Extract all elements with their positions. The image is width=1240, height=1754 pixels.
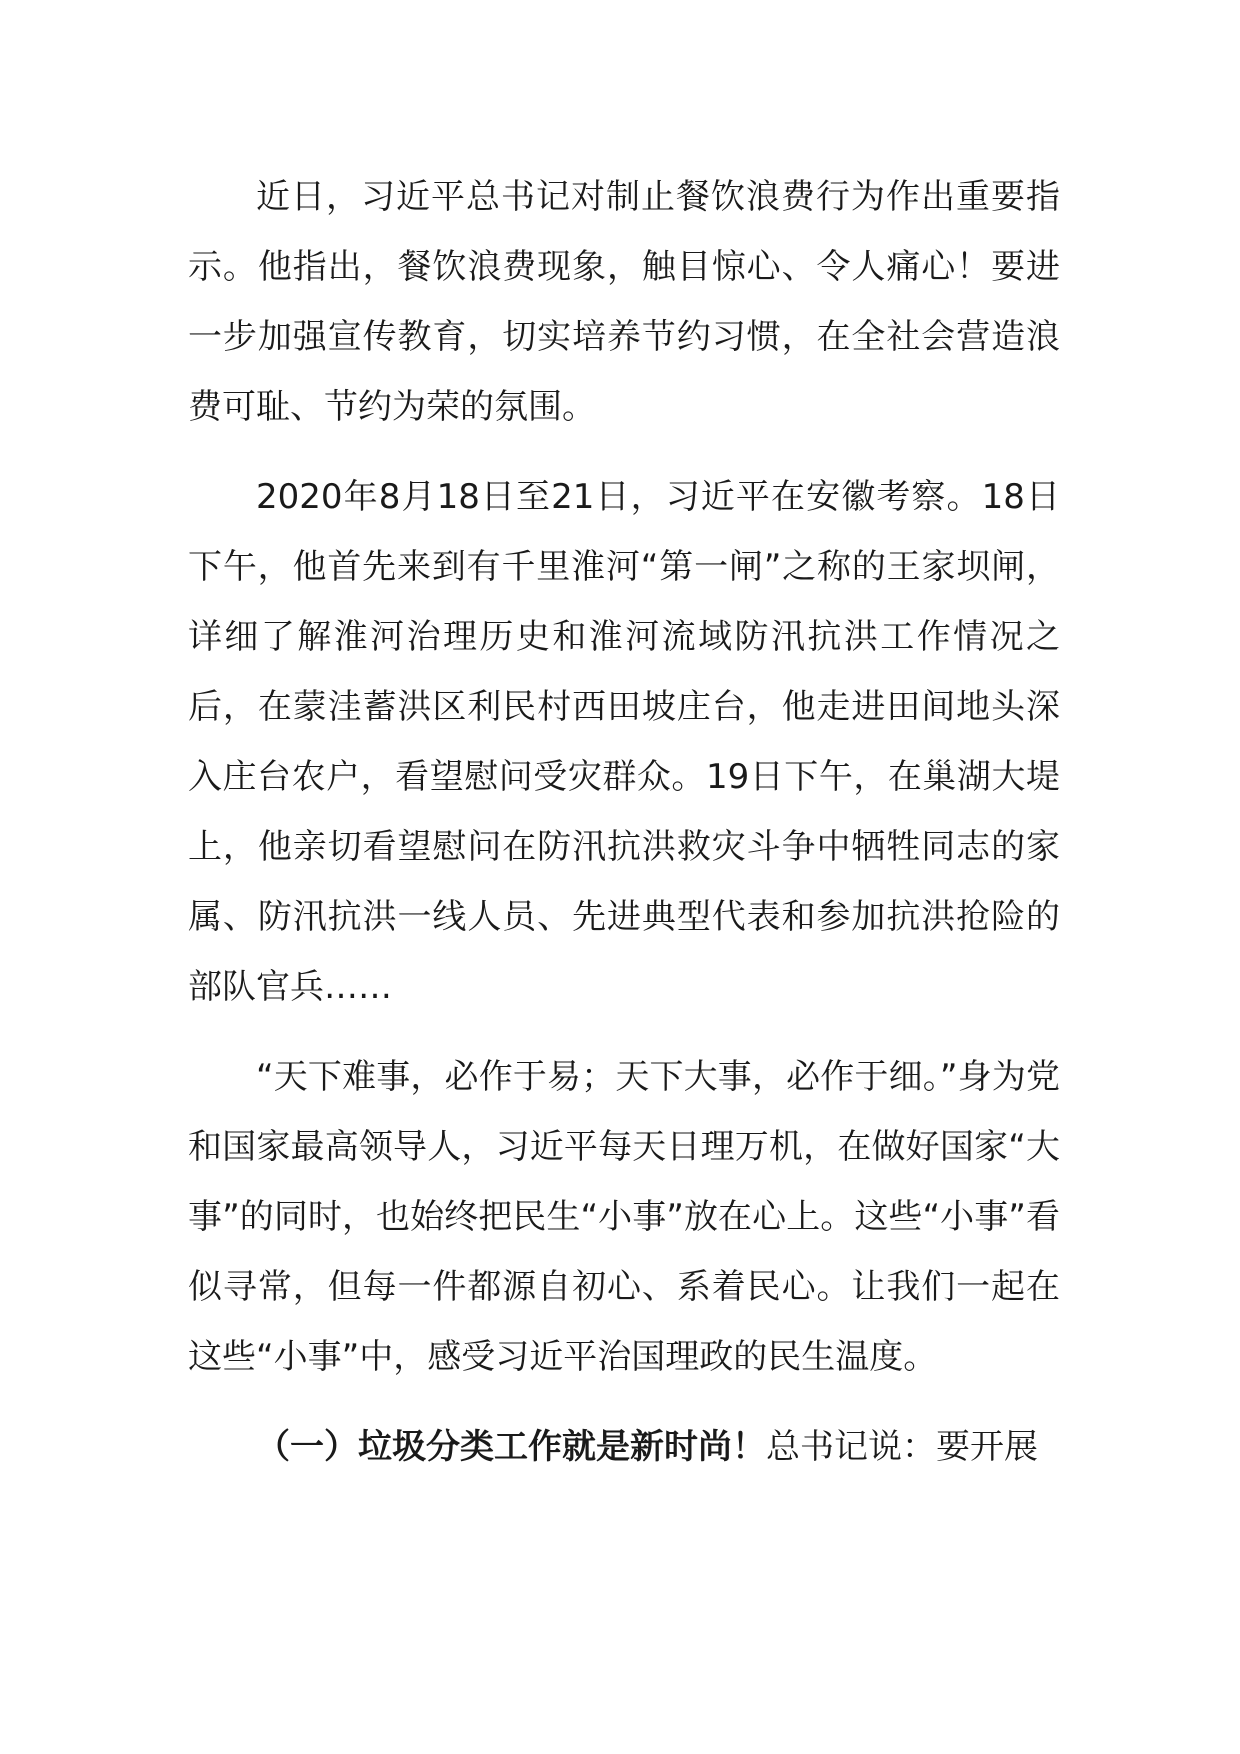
section-text: 总书记说：要开展 <box>766 1427 1038 1467</box>
paragraph-big-small-matters: “天下难事，必作于易；天下大事，必作于细。”身为党和国家最高领导人，习近平每天日理万机，在做好国家“大事”的同时，也始终把民生“小事”放在心上。这些“小事”看似寻常，但每一件都源自初心、系着民心。让我们一起在这些“小事”中，感受习近平治国理政的民生温度。 <box>188 1057 1060 1377</box>
section-heading: （一）垃圾分类工作就是新时尚！ <box>256 1427 766 1467</box>
paragraph-intro: 近日，习近平总书记对制止餐饮浪费行为作出重要指示。他指出，餐饮浪费现象，触目惊心、令人痛心！要进一步加强宣传教育，切实培养节约习惯，在全社会营造浪费可耻、节约为荣的氛围。 <box>188 177 1060 427</box>
paragraph-anhui-inspection: 2020年8月18日至21日，习近平在安徽考察。18日下午，他首先来到有千里淮河“第一闸”之称的王家坝闸，详细了解淮河治理历史和淮河流域防汛抗洪工作情况之后，在蒙洼蓄洪区利民村西田坡庄台，他走进田间地头深入庄台农户，看望慰问受灾群众。19日下午，在巢湖大堤上，他亲切看望慰问在防汛抗洪救灾斗争中牺牲同志的家属、防汛抗洪一线人员、先进典型代表和参加抗洪抢险的部队官兵…… <box>188 477 1060 1007</box>
document-body <box>188 162 1060 1502</box>
paragraph-section-one <box>188 1412 1060 1482</box>
